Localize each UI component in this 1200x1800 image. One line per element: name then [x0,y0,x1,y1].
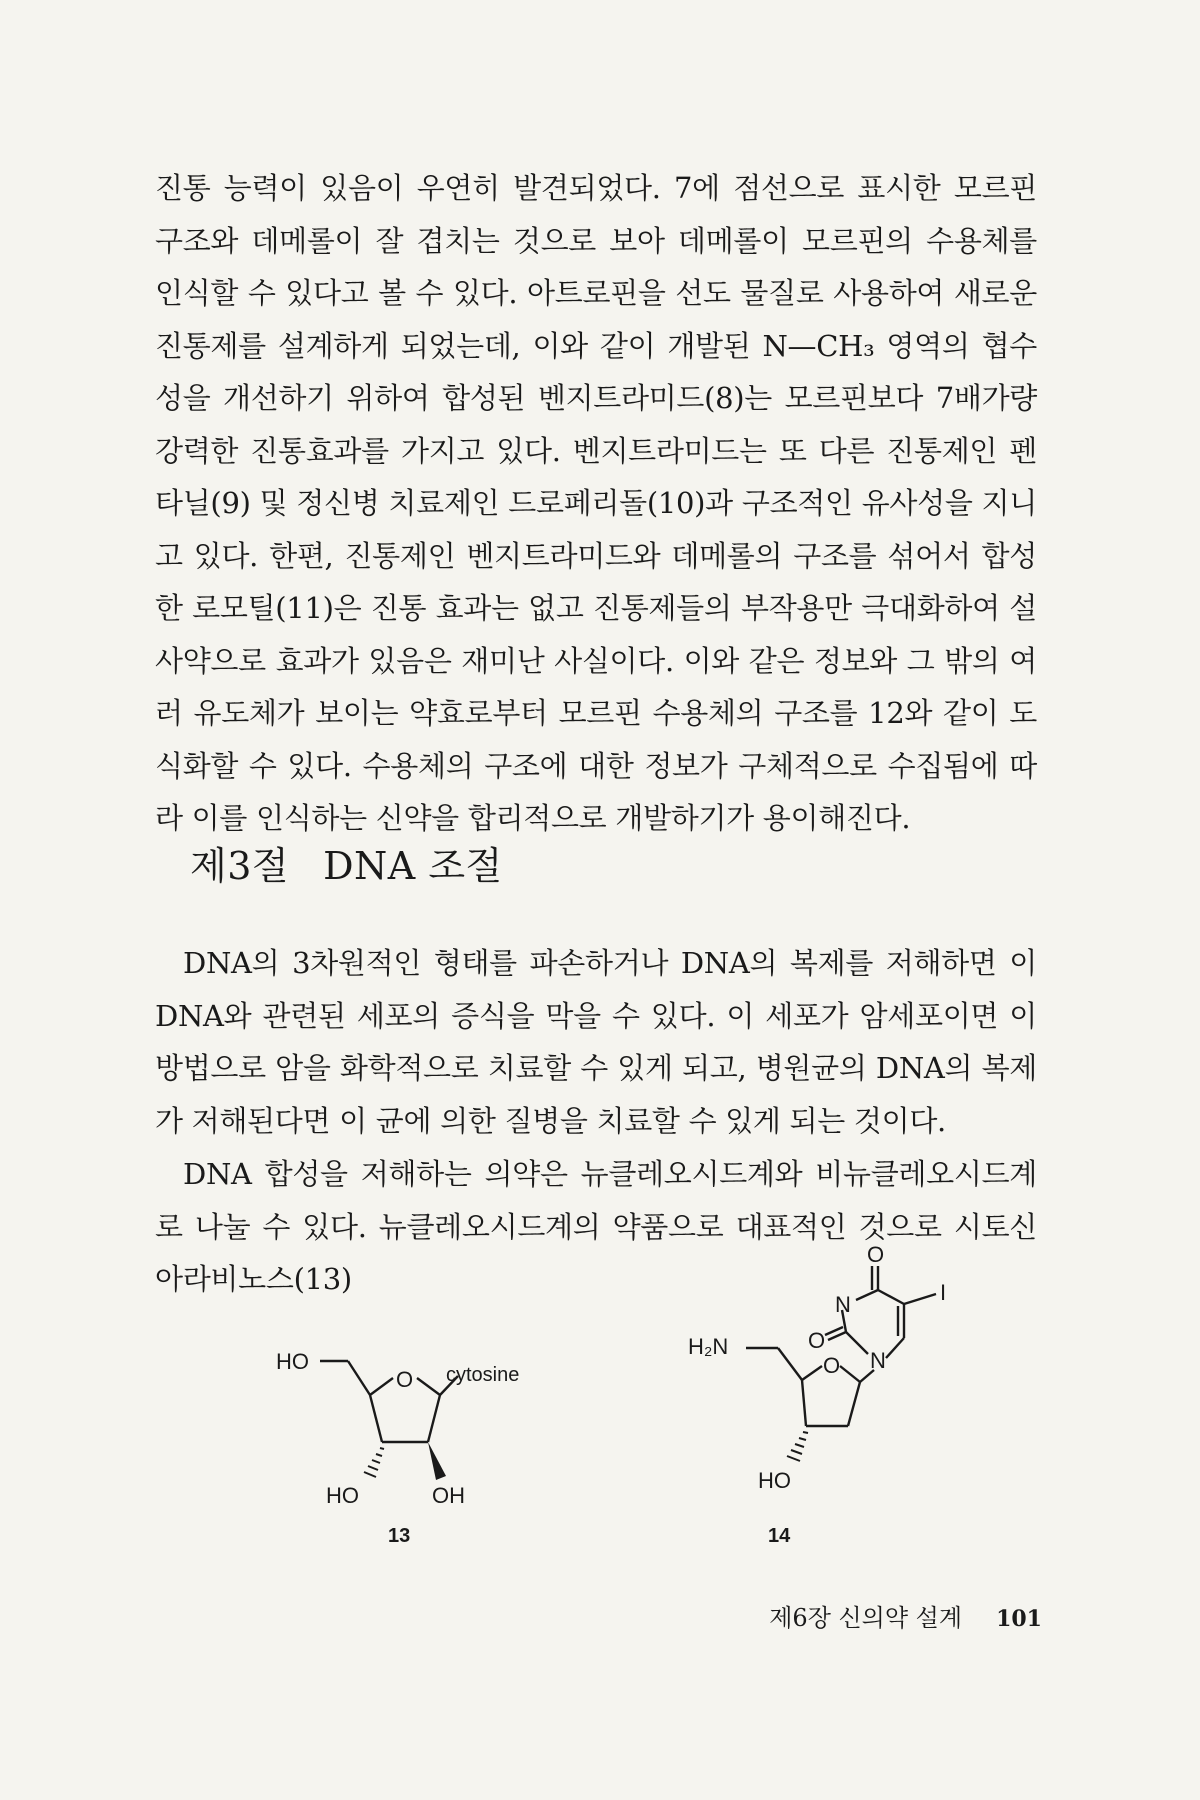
paragraph-dna-synthesis-inhibitors: DNA 합성을 저해하는 의약은 뉴클레오시드계와 비뉴클레오시드계로 나눌 수 있다. 뉴클레오시드계의 약품으로 대표적인 것으로 시토신 아라비노스(13) [155,1157,1037,1296]
label-h2n: H₂N [688,1334,729,1359]
structures-svg [0,1242,1200,1580]
structure-13 [320,1361,458,1480]
structure-14-labels [688,1242,946,1547]
page-footer [769,1598,1042,1633]
label-n-ring: N [870,1348,886,1373]
label-cytosine: cytosine [446,1364,520,1386]
label-oh: OH [432,1483,465,1508]
hashed-bond-ho-14 [787,1432,808,1461]
label-iodo: I [940,1280,947,1305]
structure-13-labels [276,1349,519,1547]
section-number: 제3절 [190,844,290,888]
label-carbonyl-left: O [808,1328,826,1353]
label-n-top: N [835,1292,851,1317]
compound-number-13: 13 [388,1525,411,1547]
label-ring-o-14: O [823,1353,841,1378]
wedge-bond-oh [428,1442,446,1480]
page-number: 101 [996,1606,1042,1632]
paragraph-morphine-receptor: 진통 능력이 있음이 우연히 발견되었다. 7에 점선으로 표시한 모르핀 구조와 데메롤이 잘 겹치는 것으로 보아 데메롤이 모르핀의 수용체를 인식할 수 있다고 볼 수 있다. 아트로핀을 선도 물질로 사용하여 새로운 진통제를 설계하게 되었는데, 이와 같이 개발된 N—CH₃ 영역의 협수성을 개선하기 위하여 합성된 벤지트라미드(8)는 모르핀보다 7배가량 강력한 진통효과를 가지고 있다. 벤지트라미드는 또 다른 진통제인 펜타닐(9) 및 정신병 치료제인 드로페리돌(10)과 구조적인 유사성을 지니고 있다. 한편, 진통제인 벤지트라미드와 데메롤의 구조를 섞어서 합성한 로모틸(11)은 진통 효과는 없고 진통제들의 부작용만 극대화하여 설사약으로 효과가 있음은 재미난 사실이다. 이와 같은 정보와 그 밖의 여러 유도체가 보이는 약효로부터 모르핀 수용체의 구조를 12와 같이 도식화할 수 있다. 수용체의 구조에 대한 정보가 구체적으로 수집됨에 따라 이를 인식하는 신약을 합리적으로 개발하기가 용이해진다. [155,171,1037,835]
paragraph-dna-replication: DNA의 3차원적인 형태를 파손하거나 DNA의 복제를 저해하면 이 DNA와 관련된 세포의 증식을 막을 수 있다. 이 세포가 암세포이면 이 방법으로 암을 화학적으로 치료할 수 있게 되고, 병원균의 DNA의 복제가 저해된다면 이 균에 의한 질병을 치료할 수 있게 되는 것이다. [155,946,1037,1138]
label-ho-bottom: HO [326,1483,359,1508]
label-ho-top: HO [276,1349,309,1374]
label-carbonyl-top: O [867,1242,885,1267]
chemical-structures-figure [0,1242,1200,1580]
section-heading [190,835,503,890]
hashed-bond-ho [364,1448,384,1477]
label-ho-14: HO [758,1468,791,1493]
compound-number-14: 14 [768,1525,791,1547]
section-title: DNA 조절 [323,844,503,888]
chapter-title: 제6장 신의약 설계 [769,1604,963,1632]
label-ring-o-13: O [396,1367,414,1392]
